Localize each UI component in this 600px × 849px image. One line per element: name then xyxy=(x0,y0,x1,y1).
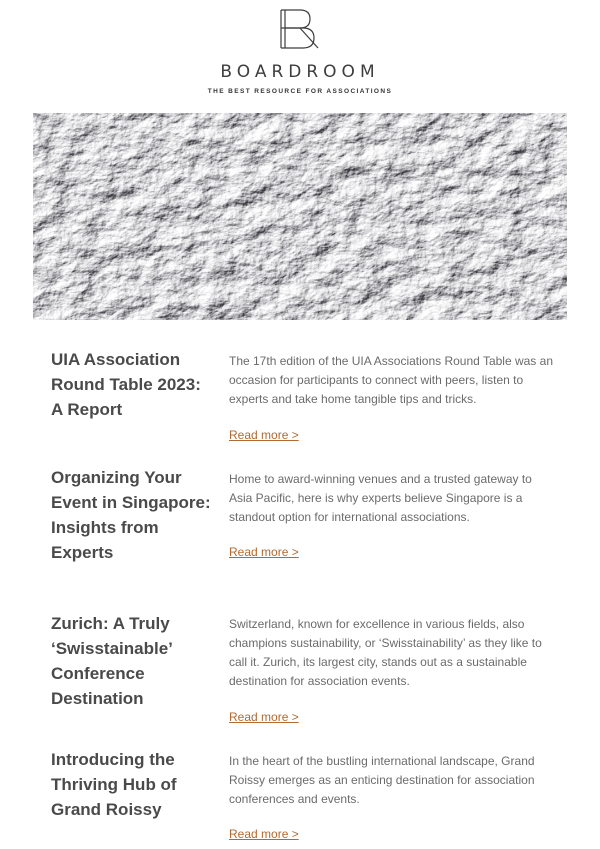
read-more-link[interactable]: Read more > xyxy=(229,545,299,559)
article-title[interactable]: Zurich: A Truly ‘Swisstainable’ Conference Destination xyxy=(51,614,172,708)
article-summary: The 17th edition of the UIA Associations Round Table was an occasion for participants to connect with peers, listen to experts and take home tangible tips and tricks. xyxy=(229,354,553,406)
read-more-link[interactable]: Read more > xyxy=(229,428,299,442)
brand-name: BOARDROOM xyxy=(220,62,380,82)
article-summary: Switzerland, known for excellence in various fields, also champions sustainability, or ‘Swisstainability’ as they like to call it. Zurich, its largest city, stands out as a sustainable destination for association events. xyxy=(229,617,542,688)
br-monogram-icon xyxy=(276,8,322,50)
crumpled-foil-image xyxy=(33,113,567,320)
hero-banner[interactable] xyxy=(33,113,567,320)
article-title[interactable]: UIA Association Round Table 2023: A Report xyxy=(51,350,201,419)
article-summary: In the heart of the bustling international landscape, Grand Roissy emerges as an enticing destination for association conferences and events. xyxy=(229,754,535,806)
brand-tagline: THE BEST RESOURCE FOR ASSOCIATIONS xyxy=(207,88,393,95)
article-summary: Home to award-winning venues and a trusted gateway to Asia Pacific, here is why experts believe Singapore is a standout option for international associations. xyxy=(229,472,532,524)
article-title[interactable]: Introducing the Thriving Hub of Grand Roissy xyxy=(51,750,177,819)
read-more-link[interactable]: Read more > xyxy=(229,827,299,841)
newsletter-header xyxy=(0,0,600,110)
article-title[interactable]: Organizing Your Event in Singapore: Insights from Experts xyxy=(51,468,211,562)
read-more-link[interactable]: Read more > xyxy=(229,710,299,724)
